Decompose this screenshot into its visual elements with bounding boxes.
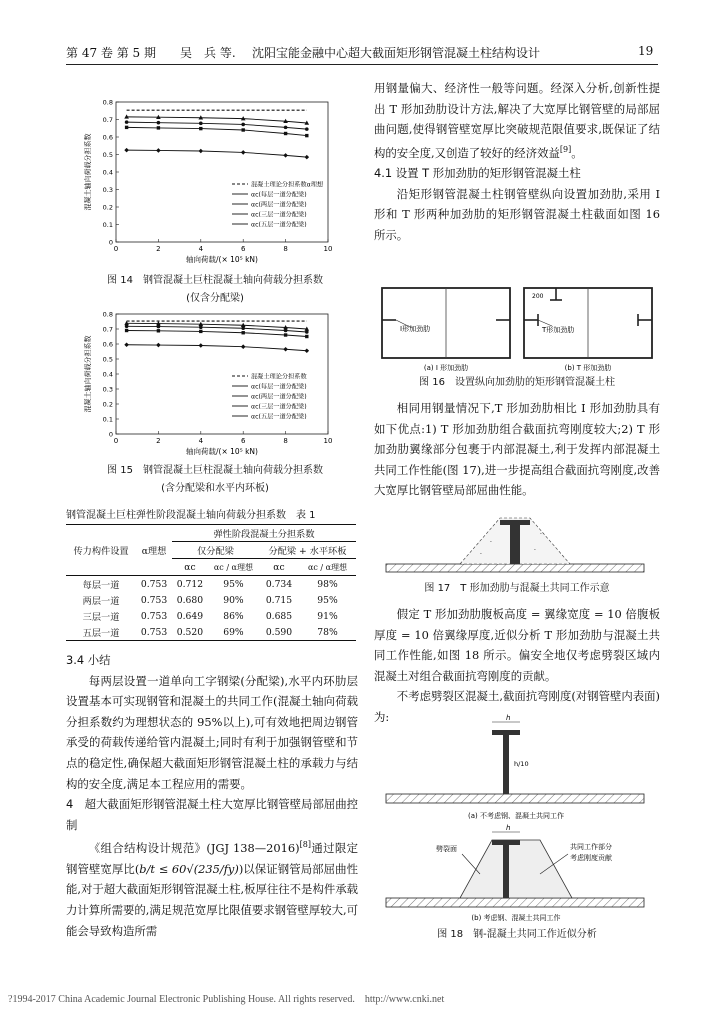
data-point: [124, 148, 129, 153]
table-cell: 0.753: [136, 624, 172, 641]
fig14-series: [124, 110, 309, 159]
table1-col-ideal: α理想: [136, 525, 172, 576]
right-column-text-top: [374, 78, 660, 246]
legend-label: αc(五层一道分配梁): [251, 221, 307, 229]
data-point: [242, 331, 245, 334]
y-tick-label: 0.7: [102, 116, 113, 124]
fig18-h-label: h: [506, 714, 511, 722]
journal-issue: 第 47 卷 第 5 期: [66, 46, 156, 60]
data-point: [157, 329, 160, 332]
data-point: [284, 329, 288, 333]
y-tick-label: 0.7: [102, 325, 113, 334]
table-cell: 95%: [317, 594, 338, 606]
y-tick-label: 0: [108, 238, 113, 247]
data-point: [305, 127, 309, 131]
series-line: [127, 331, 307, 337]
x-tick-label: 2: [156, 437, 161, 445]
fig16-caption: 图 16 设置纵向加劲肋的矩形钢管混凝土柱: [419, 377, 615, 388]
table-cell: 0.753: [136, 576, 172, 593]
data-point: [199, 149, 204, 154]
data-point: [199, 127, 202, 130]
data-point: [305, 134, 308, 137]
svg-text:·: ·: [534, 547, 536, 554]
fig18-sub-b: (b) 考虑钢、混凝土共同工作: [471, 914, 561, 922]
section-4-paragraph: [66, 835, 358, 941]
data-point: [241, 123, 245, 127]
y-tick-label: 0.6: [102, 133, 113, 142]
table1-title: 钢管混凝土巨柱弹性阶段混凝土轴向荷载分担系数 表 1: [66, 510, 316, 521]
fig16-sub-b: (b) T 形加劲肋: [564, 364, 612, 372]
table-row: [66, 608, 356, 624]
y-tick-label: 0.8: [102, 310, 113, 319]
section-3-4-paragraph: 每两层设置一道单向工字钢梁(分配梁),水平内环肋层设置基本可实现钢管和混凝土的共同工作(混凝土轴向荷载分担系数约为理想状态的 95%以上),可有效地把周边钢管承受的荷载传递给管内混凝土;同时有利于加强钢管壁和节点的稳定性,确保超大截面矩形钢管混凝土柱的承载力与结构的安全度,满足本工程应用的需要。: [66, 673, 358, 791]
y-tick-label: 0.3: [102, 385, 113, 394]
data-point: [241, 344, 246, 349]
data-point: [284, 132, 287, 135]
y-tick-label: 0.5: [102, 151, 113, 159]
figure-14-chart: [82, 96, 342, 266]
data-point: [284, 126, 288, 130]
fig18-caption: 图 18 钢-混凝土共同工作近似分析: [437, 929, 597, 940]
y-tick-label: 0.2: [102, 203, 113, 212]
figure-18-diagram: [380, 714, 652, 924]
page-number: 19: [638, 44, 654, 58]
table1-group1: 仅分配梁: [172, 542, 259, 559]
y-tick-label: 0: [108, 430, 113, 439]
y-tick-label: 0.6: [102, 340, 113, 349]
table-cell: 0.753: [140, 594, 168, 606]
table-cell: 五层一道: [66, 624, 136, 641]
x-tick-label: 0: [113, 245, 119, 253]
x-tick-label: 6: [240, 245, 246, 253]
table-cell: 0.649: [176, 610, 204, 622]
series-line: [127, 345, 307, 351]
data-point: [124, 342, 129, 347]
header-rule: [66, 64, 658, 65]
header-title: 沈阳宝能金融中心超大截面矩形钢管混凝土柱结构设计: [252, 46, 541, 60]
copyright-footer: ?1994-2017 China Academic Journal Electronic Publishing House. All rights reserved. http://www.cnki.net: [8, 994, 445, 1005]
x-tick-label: 10: [323, 437, 333, 445]
x-tick-label: 10: [323, 245, 333, 253]
legend-label: αc(每层一道分配梁): [251, 191, 307, 199]
x-tick-label: 2: [156, 245, 161, 253]
legend-label: αc(三层一道分配梁): [251, 211, 307, 219]
legend-label: αc(三层一道分配梁): [251, 403, 307, 411]
table-cell: 98%: [299, 576, 356, 593]
table1-ratio-2: αc / α理想: [307, 562, 348, 572]
data-point: [125, 329, 128, 332]
legend-label: αc(五层一道分配梁): [251, 413, 307, 421]
table1-col-mode: 传力构件设置: [66, 525, 136, 576]
data-point: [284, 333, 287, 336]
svg-text:·: ·: [490, 539, 492, 546]
data-point: [199, 325, 203, 329]
t-stiffener-advantages-paragraph: 相同用钢量情况下,T 形加劲肋相比 I 形加劲肋具有如下优点:1) T 形加劲肋组合截面抗弯刚度较大;2) T 形加劲肋翼缘部分包裹于内部混凝土,利于发挥内部混凝土共同工作性能(图 17),进一步提高组合截面抗弯刚度,改善大宽厚比钢管壁局部屈曲性能。: [374, 401, 660, 498]
legend-label: 混凝土理论分担系数α理想: [251, 181, 324, 189]
data-point: [242, 128, 245, 131]
table-cell: 86%: [223, 610, 244, 622]
table1-ac-2: αc: [273, 561, 285, 573]
fig16-sub-a: (a) I 形加劲肋: [423, 364, 469, 372]
section-4-1-paragraph: 沿矩形钢管混凝土柱钢管壁纵向设置加劲肋,采用 I 形和 T 形两种加劲肋的矩形钢管混凝土柱截面如图 16 所示。: [374, 186, 660, 242]
table-cell: 两层一道: [82, 596, 120, 607]
table-1: [66, 524, 356, 641]
data-point: [305, 155, 310, 160]
table-cell: 0.590: [259, 624, 299, 641]
citation-8: [8]: [299, 840, 311, 850]
y-tick-label: 0.2: [102, 400, 113, 409]
y-tick-label: 0.1: [102, 415, 113, 424]
fig18-note2: 考虑刚度贡献: [570, 854, 612, 862]
data-point: [283, 153, 288, 158]
fig16-label-b: T形加劲肋: [542, 326, 575, 334]
data-point: [125, 325, 129, 329]
fig16-section-a: [382, 288, 510, 372]
fig18-note1: 共同工作部分: [570, 843, 612, 851]
series-line: [127, 150, 307, 157]
fig14-caption-sub: (仅含分配梁): [186, 293, 244, 304]
data-point: [241, 150, 246, 155]
data-point: [305, 330, 309, 334]
table-cell: 69%: [208, 624, 259, 641]
y-tick-label: 0.8: [102, 98, 113, 107]
fig15-caption-sub: (含分配梁和水平内环板): [161, 483, 269, 494]
y-axis-label: 混凝土轴向荷载分担系数: [84, 335, 92, 413]
data-point: [125, 126, 128, 129]
data-point: [305, 348, 310, 353]
section-4-1-heading: 4.1 设置 T 形加劲肋的矩形钢管混凝土柱: [374, 166, 581, 181]
x-tick-label: 0: [113, 437, 119, 445]
table-cell: 78%: [299, 624, 356, 641]
y-tick-label: 0.1: [102, 221, 113, 229]
table-row: [66, 576, 356, 593]
assumption-paragraph: 假定 T 形加劲肋腹板高度 = 翼缘宽度 = 10 倍腹板厚度 = 10 倍翼缘厚度,近似分析 T 形加劲肋与混凝土共同工作性能,如图 18 所示。偏安全地仅考虑劈裂区域内混凝土对组合截面抗弯刚度的贡献。: [374, 607, 660, 683]
data-point: [305, 335, 308, 338]
right-column-text-middle: [374, 398, 660, 501]
fig15-caption: 图 15 钢管混凝土巨柱混凝土轴向荷载分担系数: [107, 465, 323, 476]
svg-text:·: ·: [480, 551, 482, 558]
table-cell: 三层一道: [82, 612, 120, 623]
x-axis-label: 轴向荷载/(× 10⁵ kN): [186, 447, 258, 456]
fig18-h-label-b: h: [506, 824, 511, 832]
legend-label: αc(两层一道分配梁): [251, 201, 307, 209]
x-axis-label: 轴向荷载/(× 10⁵ kN): [186, 255, 258, 264]
x-tick-label: 6: [240, 437, 246, 445]
data-point: [157, 325, 161, 329]
section-3-4-heading: 3.4 小结: [66, 653, 111, 667]
table-row: [66, 592, 356, 608]
table-cell: 每层一道: [66, 576, 136, 593]
table1-group2: 分配梁 + 水平环板: [259, 542, 356, 559]
data-point: [156, 148, 161, 153]
y-tick-label: 0.4: [102, 168, 113, 177]
left-column-text: [66, 650, 358, 941]
x-tick-label: 8: [283, 245, 288, 253]
table-cell: 95%: [208, 576, 259, 593]
legend-label: 混凝土理论分担系数: [251, 373, 307, 381]
fig15-series: [124, 321, 309, 353]
figure-16-diagram: [372, 284, 662, 376]
citation-9: [9]: [559, 144, 572, 154]
para-part-c: )以保证钢管局部屈曲性能,对于超大截面矩形钢管混凝土柱,板厚往往不是构件承载力计算所需要的,满足规范宽厚比限值要求钢管壁厚较大,可能会导致构造所需: [66, 861, 359, 938]
table-cell: 91%: [317, 610, 338, 622]
para-part-b: 通过限定钢管壁宽厚比(: [66, 841, 358, 876]
table-cell: 0.753: [140, 610, 168, 622]
data-point: [241, 326, 245, 330]
legend-label: αc(两层一道分配梁): [251, 393, 307, 401]
fig18-part-a: [386, 714, 644, 820]
x-tick-label: 8: [283, 437, 288, 445]
y-tick-label: 0.4: [102, 370, 113, 379]
table1-head-group: 弹性阶段混凝土分担系数: [172, 525, 356, 542]
y-tick-label: 0.5: [102, 355, 113, 364]
stiffness-paragraph: 不考虑劈裂区混凝土,截面抗弯刚度(对钢管壁内表面)为:: [374, 689, 660, 724]
code-reference: 《组合结构设计规范》(JGJ 138—2016): [88, 841, 300, 856]
x-tick-label: 4: [198, 245, 204, 253]
fig17-caption: 图 17 T 形加劲肋与混凝土共同工作示意: [424, 583, 610, 594]
fig18-part-b: [386, 824, 644, 922]
fig18-split-label: 劈裂面: [436, 845, 457, 853]
width-thickness-formula: b/t ≤ 60√(235/fy): [139, 861, 239, 876]
table-cell: 0.685: [265, 610, 293, 622]
right-column-text-lower: [374, 604, 660, 728]
x-tick-label: 4: [198, 437, 204, 445]
section-4-heading: 4 超大截面矩形钢管混凝土柱大宽厚比钢管壁局部屈曲控制: [66, 797, 359, 832]
fig16-dim: 200: [532, 293, 544, 300]
y-axis-label: 混凝土轴向荷载分担系数: [84, 133, 92, 211]
y-tick-label: 0.3: [102, 186, 113, 194]
data-point: [283, 347, 288, 352]
table1-ratio-1: αc / α理想: [213, 562, 253, 572]
table-cell: 0.712: [172, 576, 208, 593]
figure-15-chart: [82, 308, 342, 458]
svg-text:·: ·: [540, 531, 542, 538]
table-cell: 0.680: [176, 594, 204, 606]
data-point: [199, 122, 203, 126]
table-cell: 0.734: [259, 576, 299, 593]
continuation-text: 用钢量偏大、经济性一般等问题。经深入分析,创新性提出 T 形加劲肋设计方法,解决了大宽厚比钢管壁的局部屈曲问题,使得钢管壁宽厚比突破规范限值要求,既保证了结构的安全度,又创造了较好的经济效益: [374, 81, 660, 160]
data-point: [199, 343, 204, 348]
fig18-sub-a: (a) 不考虑钢、混凝土共同工作: [468, 812, 564, 820]
continuation-paragraph: 用钢量偏大、经济性一般等问题。经深入分析,创新性提出 T 形加劲肋设计方法,解决了大宽厚比钢管壁的局部屈曲问题,使得钢管壁宽厚比突破规范限值要求,既保证了结构的安全度,又创造了较好的经济效益[9]。: [374, 81, 660, 160]
data-point: [157, 121, 161, 125]
fig18-h10-label: h/10: [514, 760, 529, 768]
fig14-legend: [232, 181, 324, 229]
table-cell: 0.520: [172, 624, 208, 641]
data-point: [156, 343, 161, 348]
series-line: [127, 127, 307, 135]
fig14-caption: 图 14 钢管混凝土巨柱混凝土轴向荷载分担系数: [107, 275, 323, 286]
legend-label: αc(每层一道分配梁): [251, 383, 307, 391]
table1-ac-1: αc: [184, 561, 196, 573]
data-point: [199, 330, 202, 333]
series-line: [127, 117, 307, 123]
header-authors: 吴 兵 等.: [180, 46, 236, 60]
fig15-legend: [232, 373, 307, 421]
data-point: [157, 126, 160, 129]
table-cell: 90%: [223, 594, 244, 606]
table-cell: 0.715: [265, 594, 293, 606]
fig16-section-b: [524, 288, 652, 372]
figure-17-diagram: [380, 512, 652, 582]
table-row: [66, 624, 356, 641]
fig16-label-a: I形加劲肋: [400, 325, 431, 333]
data-point: [125, 120, 129, 124]
